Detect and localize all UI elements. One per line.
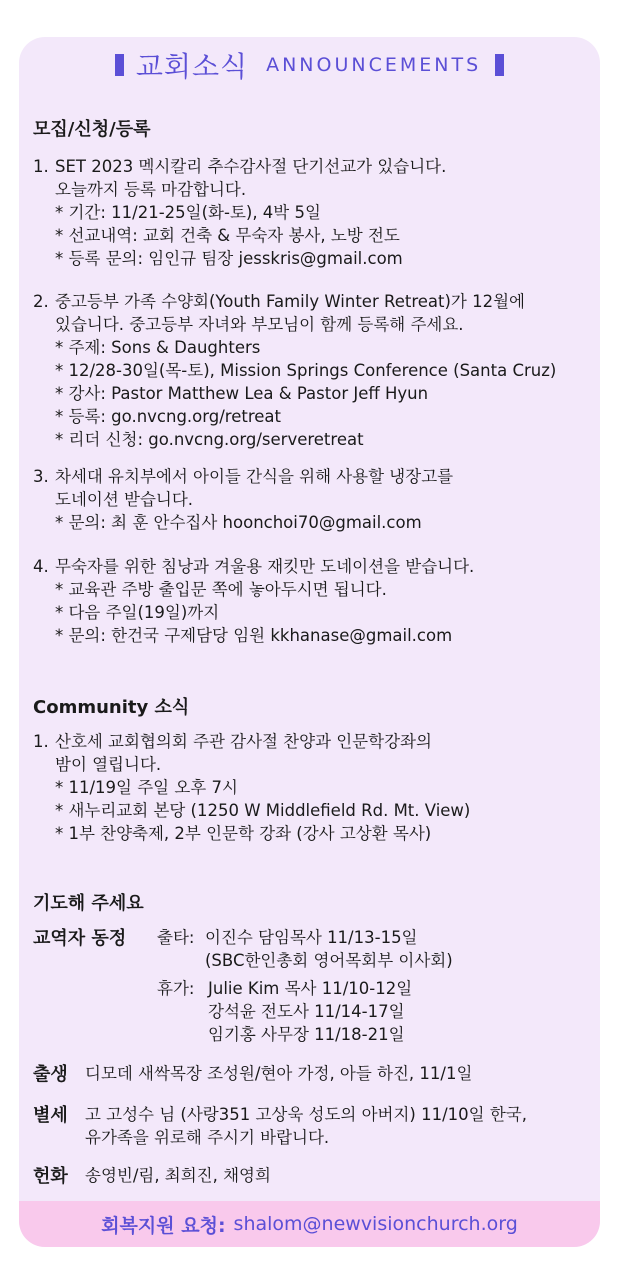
item-line: 산호세 교회협의회 주관 감사절 찬양과 인문학강좌의 [55,732,432,751]
recruit-item-2 [33,290,556,451]
recruit-item-4 [33,555,474,647]
item-detail: * 등록 문의: 임인규 팀장 jesskris@gmail.com [55,249,403,268]
recruit-item-1 [33,155,446,270]
item-detail: * 12/28-30일(목-토), Mission Springs Conference (Santa Cruz) [55,361,557,380]
item-detail: * 문의: 한건국 구제담당 임원 kkhanase@gmail.com [55,626,453,645]
item-detail: * 1부 찬양축제, 2부 인문학 강좌 (강사 고상환 목사) [55,824,432,843]
vacation-label: 휴가: [157,979,195,998]
death-details [85,1103,527,1149]
header-bar-left [115,54,124,76]
dedication-text: 송영빈/림, 최희진, 채영희 [85,1166,271,1185]
death-line: 유가족을 위로해 주시기 바랍니다. [85,1128,330,1147]
announcements-header [19,45,600,85]
staff-news-label: 교역자 동정 [33,928,127,949]
item-number: 1. [33,157,49,176]
item-line: 있습니다. 중고등부 자녀와 부모님이 함께 등록해 주세요. [55,315,464,334]
item-line: SET 2023 멕시칼리 추수감사절 단기선교가 있습니다. [55,157,447,176]
death-line: 고 고성수 님 (사랑351 고상욱 성도의 아버지) 11/10일 한국, [85,1105,527,1124]
section-heading-prayer: 기도해 주세요 [33,893,144,914]
item-detail: * 선교내역: 교회 건축 & 무숙자 봉사, 노방 전도 [55,226,400,245]
item-detail: * 기간: 11/21-25일(화-토), 4박 5일 [55,203,321,222]
recovery-support-label: 회복지원 요청: [101,1214,226,1237]
item-number: 4. [33,557,49,576]
birth-text: 디모데 새싹목장 조성원/현아 가정, 아들 하진, 11/1일 [85,1064,473,1083]
item-line: 밤이 열립니다. [55,755,162,774]
item-number: 2. [33,292,49,311]
birth-label: 출생 [33,1064,68,1085]
leave-line: 이진수 담임목사 11/13-15일 [205,928,418,947]
item-line: 도네이션 받습니다. [55,490,194,509]
section-heading-recruit: 모집/신청/등록 [33,119,151,140]
header-title-en: ANNOUNCEMENTS [266,54,482,76]
vacation-line: 임기홍 사무장 11/18-21일 [208,1025,405,1044]
item-line: 중고등부 가족 수양회(Youth Family Winter Retreat)가 12월에 [55,292,525,311]
item-number: 1. [33,732,49,751]
recruit-item-3 [33,465,453,534]
header-bar-right [495,54,504,76]
item-detail: * 새누리교회 본당 (1250 W Middlefield Rd. Mt. View) [55,801,471,820]
item-detail: * 교육관 주방 출입문 쪽에 놓아두시면 됩니다. [55,580,387,599]
item-line: 오늘까지 등록 마감합니다. [55,180,247,199]
vacation-line: Julie Kim 목사 11/10-12일 [208,979,413,998]
recovery-support-email[interactable]: shalom@newvisionchurch.org [233,1213,518,1235]
vacation-line: 강석윤 전도사 11/14-17일 [208,1002,405,1021]
item-detail: * 문의: 최 훈 안수집사 hoonchoi70@gmail.com [55,513,422,532]
section-heading-community: Community 소식 [33,697,190,718]
item-detail: * 다음 주일(19일)까지 [55,603,220,622]
recovery-support-footer [19,1201,600,1247]
dedication-label: 헌화 [33,1166,68,1187]
announcements-card [19,37,600,1247]
vacation-details [208,977,412,1046]
leave-details [205,926,453,972]
item-detail: * 리더 신청: go.nvcng.org/serveretreat [55,430,364,449]
leave-label: 출타: [157,928,195,947]
item-detail: * 등록: go.nvcng.org/retreat [55,407,281,426]
item-line: 무숙자를 위한 침낭과 겨울용 재킷만 도네이션을 받습니다. [55,557,475,576]
death-label: 별세 [33,1105,68,1126]
item-line: 차세대 유치부에서 아이들 간식을 위해 사용할 냉장고를 [55,467,454,486]
community-item-1 [33,730,470,845]
item-detail: * 11/19일 주일 오후 7시 [55,778,238,797]
item-detail: * 주제: Sons & Daughters [55,338,261,357]
item-detail: * 강사: Pastor Matthew Lea & Pastor Jeff Hyun [55,384,429,403]
leave-line: (SBC한인총회 영어목회부 이사회) [205,951,453,970]
header-title-ko: 교회소식 [135,50,249,83]
item-number: 3. [33,467,49,486]
